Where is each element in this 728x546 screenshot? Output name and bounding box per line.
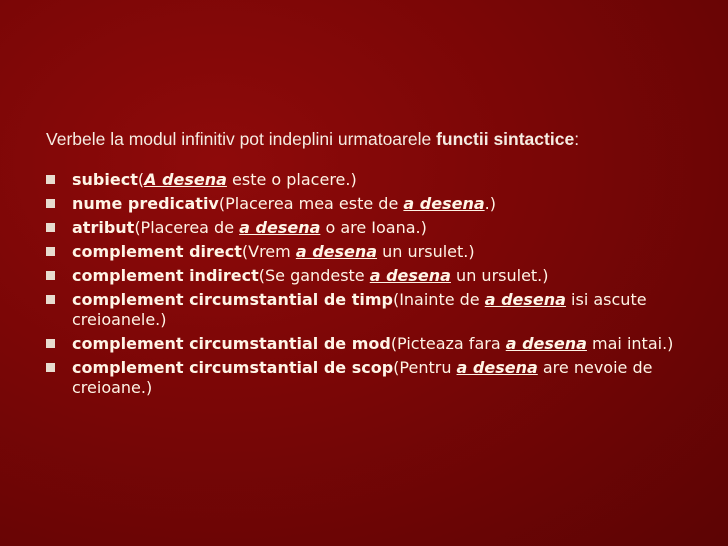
item-pre: (Pentru: [393, 358, 457, 377]
item-pre: (Vrem: [241, 242, 296, 261]
list-item: [46, 242, 696, 262]
function-list: [46, 170, 696, 402]
item-term: atribut: [72, 218, 135, 237]
item-post: un ursulet.): [377, 242, 475, 261]
item-pre: (: [137, 170, 145, 189]
item-example: a desena: [505, 334, 587, 353]
item-example: a desena: [484, 290, 566, 309]
item-example: a desena: [456, 358, 538, 377]
square-bullet-icon: [46, 223, 55, 232]
item-example: a desena: [369, 266, 451, 285]
item-example: a desena: [239, 218, 321, 237]
list-item: [46, 266, 696, 286]
list-item: [46, 218, 696, 238]
item-post: isi ascute creioanele.): [72, 290, 647, 329]
intro-line: [46, 126, 706, 152]
list-item: [46, 334, 696, 354]
item-term: nume predicativ: [72, 194, 219, 213]
item-term: complement circumstantial de mod: [72, 334, 391, 353]
list-item: [46, 194, 696, 214]
item-pre: (Se gandeste: [258, 266, 370, 285]
item-pre: (Picteaza fara: [390, 334, 506, 353]
square-bullet-icon: [46, 271, 55, 280]
square-bullet-icon: [46, 175, 55, 184]
item-example: A desena: [144, 170, 227, 189]
item-term: subiect: [72, 170, 138, 189]
item-term: complement direct: [72, 242, 242, 261]
square-bullet-icon: [46, 339, 55, 348]
list-item: [46, 290, 696, 330]
square-bullet-icon: [46, 295, 55, 304]
square-bullet-icon: [46, 363, 55, 372]
item-post: are nevoie de creioane.): [72, 358, 653, 397]
item-pre: (Placerea de: [134, 218, 240, 237]
item-post: un ursulet.): [450, 266, 549, 285]
item-example: a desena: [403, 194, 485, 213]
square-bullet-icon: [46, 199, 55, 208]
list-item: [46, 170, 696, 190]
list-item: [46, 358, 696, 398]
item-term: complement circumstantial de timp: [72, 290, 393, 309]
intro-bold: functii sintactice: [436, 129, 575, 149]
item-term: complement indirect: [72, 266, 259, 285]
item-pre: (Inainte de: [392, 290, 485, 309]
intro-text: Verbele la modul infinitiv pot indeplini urmatoarele: [46, 129, 437, 149]
item-post: .): [484, 194, 496, 213]
item-post: mai intai.): [586, 334, 674, 353]
item-term: complement circumstantial de scop: [72, 358, 394, 377]
item-example: a desena: [295, 242, 378, 261]
item-pre: (Placerea mea este de: [218, 194, 404, 213]
item-post: o are Ioana.): [320, 218, 427, 237]
intro-end: :: [574, 129, 580, 149]
square-bullet-icon: [46, 247, 55, 256]
item-post: este o placere.): [226, 170, 357, 189]
